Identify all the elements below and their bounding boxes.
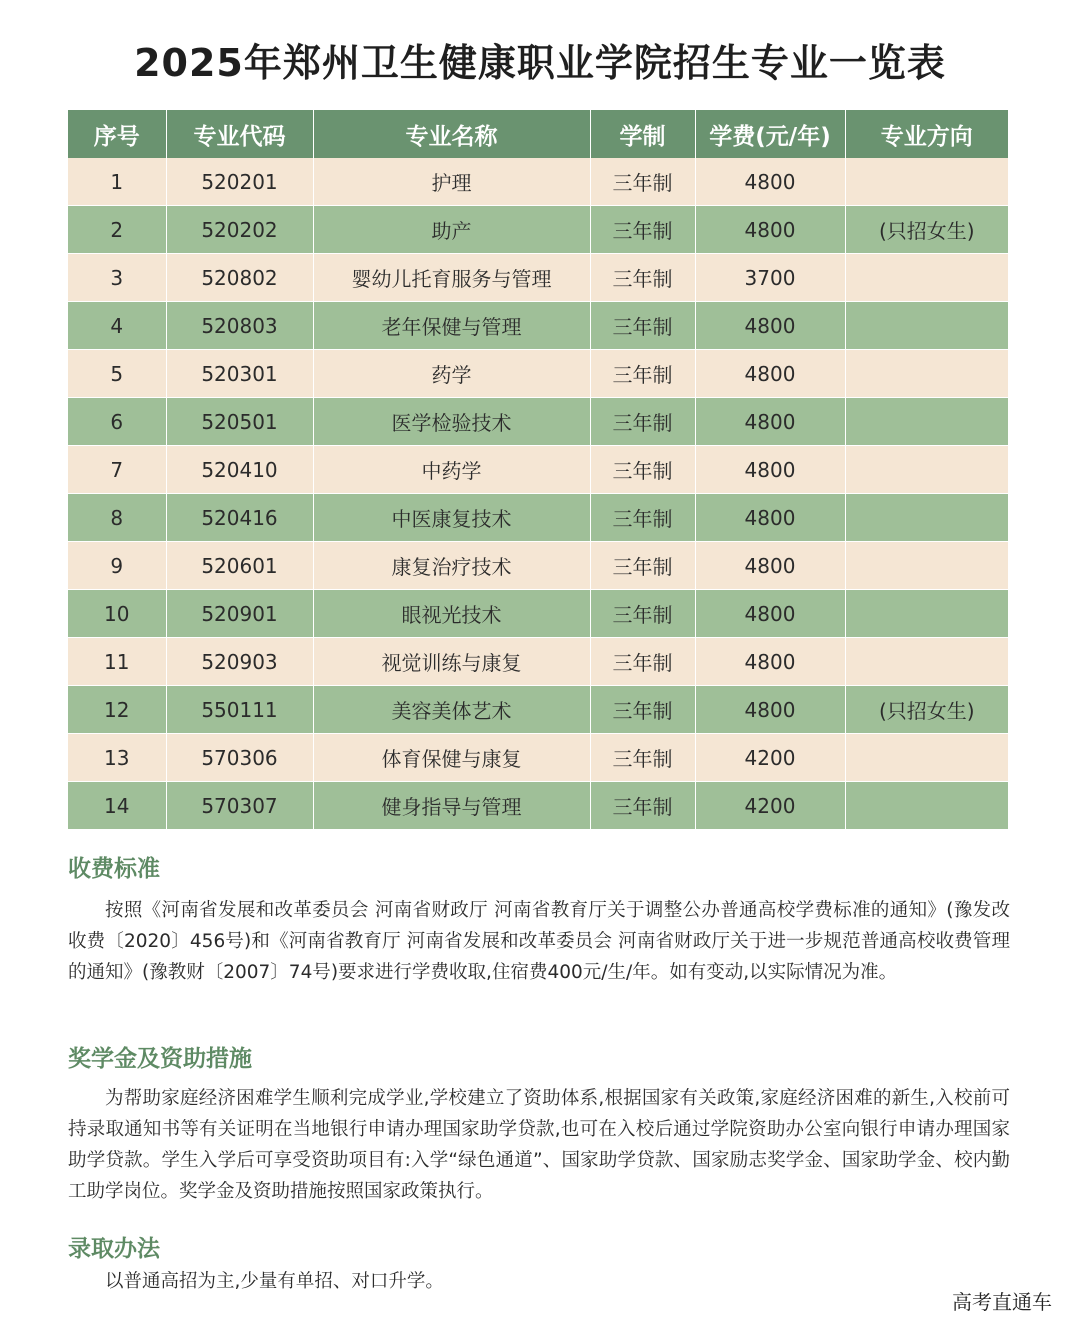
cell-major-name: 药学 (313, 350, 590, 398)
cell-index: 6 (68, 398, 166, 446)
cell-major-name: 视觉训练与康复 (313, 638, 590, 686)
cell-direction (845, 590, 1008, 638)
cell-code: 520802 (166, 254, 313, 302)
cell-direction (845, 350, 1008, 398)
cell-major-name: 美容美体艺术 (313, 686, 590, 734)
cell-code: 520416 (166, 494, 313, 542)
table-body (68, 158, 1008, 830)
cell-index: 2 (68, 206, 166, 254)
cell-code: 520903 (166, 638, 313, 686)
cell-duration: 三年制 (590, 206, 695, 254)
page-title: 2025年郑州卫生健康职业学院招生专业一览表 (134, 41, 946, 85)
cell-major-name: 助产 (313, 206, 590, 254)
cell-tuition: 4800 (695, 638, 845, 686)
cell-direction (845, 494, 1008, 542)
cell-tuition: 4800 (695, 686, 845, 734)
cell-duration: 三年制 (590, 638, 695, 686)
cell-index: 9 (68, 542, 166, 590)
cell-duration: 三年制 (590, 734, 695, 782)
cell-tuition: 4200 (695, 734, 845, 782)
cell-duration: 三年制 (590, 446, 695, 494)
cell-tuition: 3700 (695, 254, 845, 302)
cell-code: 570306 (166, 734, 313, 782)
cell-direction (845, 158, 1008, 206)
cell-major-name: 老年保健与管理 (313, 302, 590, 350)
cell-direction (845, 398, 1008, 446)
cell-code: 520301 (166, 350, 313, 398)
cell-major-name: 婴幼儿托育服务与管理 (313, 254, 590, 302)
cell-duration: 三年制 (590, 782, 695, 830)
cell-tuition: 4800 (695, 350, 845, 398)
cell-direction (845, 734, 1008, 782)
cell-direction (845, 782, 1008, 830)
cell-direction: (只招女生) (845, 686, 1008, 734)
cell-tuition: 4800 (695, 494, 845, 542)
table-row (68, 254, 1008, 302)
cell-major-name: 体育保健与康复 (313, 734, 590, 782)
cell-direction (845, 446, 1008, 494)
cell-index: 14 (68, 782, 166, 830)
cell-duration: 三年制 (590, 254, 695, 302)
cell-duration: 三年制 (590, 302, 695, 350)
cell-index: 3 (68, 254, 166, 302)
cell-code: 520410 (166, 446, 313, 494)
cell-major-name: 健身指导与管理 (313, 782, 590, 830)
table-row (68, 686, 1008, 734)
cell-major-name: 医学检验技术 (313, 398, 590, 446)
cell-index: 12 (68, 686, 166, 734)
cell-tuition: 4800 (695, 542, 845, 590)
cell-tuition: 4800 (695, 398, 845, 446)
cell-index: 10 (68, 590, 166, 638)
cell-duration: 三年制 (590, 398, 695, 446)
cell-code: 520202 (166, 206, 313, 254)
header-code: 专业代码 (166, 110, 313, 158)
cell-tuition: 4800 (695, 590, 845, 638)
table-row (68, 158, 1008, 206)
cell-duration: 三年制 (590, 494, 695, 542)
cell-code: 520901 (166, 590, 313, 638)
cell-index: 13 (68, 734, 166, 782)
cell-tuition: 4200 (695, 782, 845, 830)
cell-tuition: 4800 (695, 446, 845, 494)
cell-index: 5 (68, 350, 166, 398)
table-row (68, 494, 1008, 542)
cell-index: 11 (68, 638, 166, 686)
cell-direction (845, 638, 1008, 686)
table-row (68, 590, 1008, 638)
cell-direction (845, 542, 1008, 590)
cell-code: 520601 (166, 542, 313, 590)
cell-code: 550111 (166, 686, 313, 734)
cell-direction: (只招女生) (845, 206, 1008, 254)
watermark: 高考直通车 (952, 1290, 1052, 1314)
cell-tuition: 4800 (695, 158, 845, 206)
cell-major-name: 护理 (313, 158, 590, 206)
header-index: 序号 (68, 110, 166, 158)
header-direction: 专业方向 (845, 110, 1008, 158)
cell-duration: 三年制 (590, 590, 695, 638)
cell-code: 520501 (166, 398, 313, 446)
cell-duration: 三年制 (590, 350, 695, 398)
cell-index: 4 (68, 302, 166, 350)
cell-code: 520201 (166, 158, 313, 206)
cell-index: 7 (68, 446, 166, 494)
cell-tuition: 4800 (695, 302, 845, 350)
cell-duration: 三年制 (590, 158, 695, 206)
cell-direction (845, 302, 1008, 350)
fees-heading: 收费标准 (68, 856, 160, 882)
table-row (68, 398, 1008, 446)
admission-heading: 录取办法 (68, 1236, 160, 1262)
admission-text: 以普通高招为主,少量有单招、对口升学。 (105, 1271, 444, 1292)
cell-code: 570307 (166, 782, 313, 830)
aid-heading: 奖学金及资助措施 (68, 1046, 252, 1072)
majors-table (68, 110, 1008, 830)
cell-major-name: 康复治疗技术 (313, 542, 590, 590)
table-row (68, 782, 1008, 830)
cell-major-name: 中医康复技术 (313, 494, 590, 542)
cell-index: 1 (68, 158, 166, 206)
cell-duration: 三年制 (590, 686, 695, 734)
cell-code: 520803 (166, 302, 313, 350)
cell-index: 8 (68, 494, 166, 542)
table-row (68, 638, 1008, 686)
cell-major-name: 中药学 (313, 446, 590, 494)
table-row (68, 206, 1008, 254)
table-row (68, 446, 1008, 494)
cell-tuition: 4800 (695, 206, 845, 254)
table-row (68, 542, 1008, 590)
header-tuition: 学费(元/年) (695, 110, 845, 158)
header-major-name: 专业名称 (313, 110, 590, 158)
table-row (68, 302, 1008, 350)
table-row (68, 734, 1008, 782)
cell-direction (845, 254, 1008, 302)
table-row (68, 350, 1008, 398)
fees-text: 按照《河南省发展和改革委员会 河南省财政厅 河南省教育厅关于调整公办普通高校学费标准的通知》(豫发改收费〔2020〕456号)和《河南省教育厅 河南省发展和改革委员会 河南省财政厅关于进一步规范普通高校收费管理的通知》(豫教财〔2007〕74号)要求进行学费收取,住宿费400元/生/年。如有变动,以实际情况为准。 (68, 900, 1010, 983)
table-header-row (68, 110, 1008, 158)
cell-major-name: 眼视光技术 (313, 590, 590, 638)
header-duration: 学制 (590, 110, 695, 158)
cell-duration: 三年制 (590, 542, 695, 590)
aid-text: 为帮助家庭经济困难学生顺利完成学业,学校建立了资助体系,根据国家有关政策,家庭经济困难的新生,入校前可持录取通知书等有关证明在当地银行申请办理国家助学贷款,也可在入校后通过学院资助办公室向银行申请办理国家助学贷款。学生入学后可享受资助项目有:入学“绿色通道”、国家助学贷款、国家励志奖学金、国家助学金、校内勤工助学岗位。奖学金及资助措施按照国家政策执行。 (68, 1088, 1010, 1202)
